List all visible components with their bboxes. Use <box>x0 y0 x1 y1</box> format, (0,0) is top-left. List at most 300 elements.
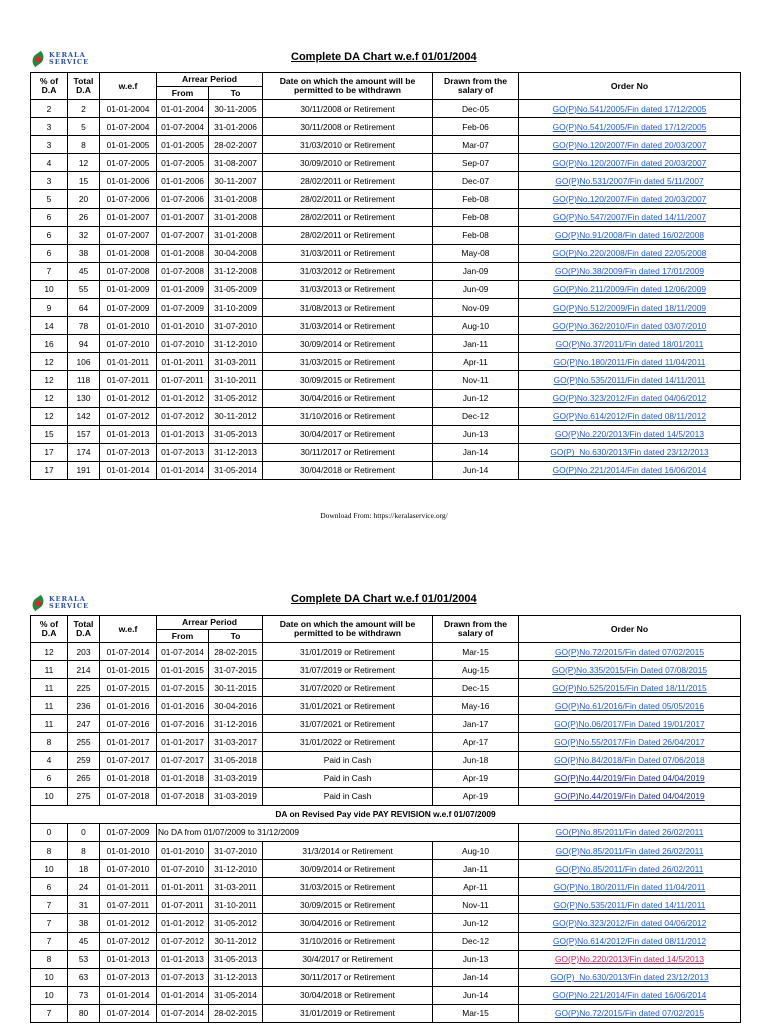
withdraw-date: 30/11/2008 or Retirement <box>263 118 433 136</box>
da-pct: 12 <box>31 643 68 661</box>
order-link[interactable]: GO(P)No.84/2018/Fin Dated 07/06/2018 <box>519 751 741 769</box>
wef-date: 01-07-2005 <box>100 154 157 172</box>
drawn-month: Feb-08 <box>433 226 519 244</box>
da-total: 174 <box>68 443 100 461</box>
drawn-month: Jan-17 <box>433 715 519 733</box>
arrear-to: 30-04-2008 <box>209 244 263 262</box>
order-link[interactable]: GO(P)No.362/2010/Fin dated 03/07/2010 <box>519 317 741 335</box>
wef-date: 01-01-2009 <box>100 280 157 298</box>
drawn-month: Feb-08 <box>433 190 519 208</box>
logo-line1: KERALA <box>49 595 86 603</box>
wef-date: 01-01-2006 <box>100 172 157 190</box>
arrear-from: 01-07-2014 <box>157 1004 209 1022</box>
no-da-note: No DA from 01/07/2009 to 31/12/2009 <box>157 823 519 841</box>
da-pct: 2 <box>31 100 68 118</box>
arrear-to: 31-05-2013 <box>209 950 263 968</box>
drawn-month: Nov-09 <box>433 299 519 317</box>
da-pct: 15 <box>31 425 68 443</box>
da-pct: 6 <box>31 226 68 244</box>
wef-date: 01-07-2018 <box>100 787 157 805</box>
drawn-month: Dec-07 <box>433 172 519 190</box>
order-link[interactable]: GO(P)No.85/2011/Fin dated 26/02/2011 <box>519 823 741 841</box>
order-link[interactable]: GO(P)_No.630/2013/Fin dated 23/12/2013 <box>519 443 741 461</box>
wef-date: 01-07-2017 <box>100 751 157 769</box>
table-row <box>31 914 741 932</box>
arrear-to: 31-03-2019 <box>209 769 263 787</box>
drawn-month: Jun-13 <box>433 950 519 968</box>
table-row <box>31 389 741 407</box>
da-pct: 10 <box>31 986 68 1004</box>
da-pct: 7 <box>31 896 68 914</box>
col-wef: w.e.f <box>100 616 157 643</box>
logo-line1: KERALA <box>49 51 86 59</box>
download-note: Download From: https://keralaservice.org/ <box>320 511 448 520</box>
da-pct: 17 <box>31 443 68 461</box>
arrear-to: 31-05-2018 <box>209 751 263 769</box>
arrear-to: 31-10-2011 <box>209 371 263 389</box>
col-date: Date on which the amount will be permitted to be withdrawn <box>263 73 433 100</box>
da-total: 5 <box>68 118 100 136</box>
drawn-month: Feb-08 <box>433 208 519 226</box>
da-pct: 8 <box>31 950 68 968</box>
drawn-month: Jan-09 <box>433 262 519 280</box>
kerala-leaf-icon <box>30 595 46 611</box>
table-row <box>31 968 741 986</box>
arrear-from: 01-01-2011 <box>157 353 209 371</box>
table-row <box>31 244 741 262</box>
arrear-to: 30-11-2012 <box>209 407 263 425</box>
arrear-to: 31-07-2010 <box>209 842 263 860</box>
order-link[interactable]: GO(P)No.541/2005/Fin dated 17/12/2005 <box>519 100 741 118</box>
order-link[interactable]: GO(P)No.535/2011/Fin dated 14/11/2011 <box>519 896 741 914</box>
col-drawn: Drawn from the salary of <box>433 616 519 643</box>
table-row <box>31 1004 741 1022</box>
arrear-to: 30-11-2005 <box>209 100 263 118</box>
da-total: 53 <box>68 950 100 968</box>
da-total: 12 <box>68 154 100 172</box>
arrear-from: 01-01-2011 <box>157 878 209 896</box>
col-from: From <box>157 87 209 100</box>
withdraw-date: Paid in Cash <box>263 787 433 805</box>
order-link[interactable]: GO(P)No.335/2015/Fin Dated 07/08/2015 <box>519 661 741 679</box>
da-total: 275 <box>68 787 100 805</box>
arrear-from: 01-07-2012 <box>157 407 209 425</box>
wef-date: 01-01-2010 <box>100 317 157 335</box>
da-total: 8 <box>68 842 100 860</box>
order-link[interactable]: GO(P)No.72/2015/Fin dated 07/02/2015 <box>519 1004 741 1022</box>
da-total: 55 <box>68 280 100 298</box>
table-row <box>31 190 741 208</box>
da-pct: 12 <box>31 407 68 425</box>
drawn-month: Jun-14 <box>433 461 519 479</box>
da-pct: 8 <box>31 733 68 751</box>
table-row <box>31 715 741 733</box>
arrear-from: 01-07-2017 <box>157 751 209 769</box>
arrear-to: 31-01-2008 <box>209 190 263 208</box>
da-pct: 5 <box>31 190 68 208</box>
order-link[interactable]: GO(P)No.525/2015/Fin Dated 18/11/2015 <box>519 679 741 697</box>
withdraw-date: 31/07/2019 or Retirement <box>263 661 433 679</box>
arrear-from: 01-01-2010 <box>157 317 209 335</box>
da-pct: 7 <box>31 262 68 280</box>
order-link[interactable]: GO(P)No.547/2007/Fin dated 14/11/2007 <box>519 208 741 226</box>
arrear-to: 31-07-2015 <box>209 661 263 679</box>
arrear-from: 01-01-2014 <box>157 986 209 1004</box>
wef-date: 01-07-2014 <box>100 1004 157 1022</box>
table-row <box>31 697 741 715</box>
arrear-to: 31-05-2013 <box>209 425 263 443</box>
arrear-to: 31-03-2017 <box>209 733 263 751</box>
order-link[interactable]: GO(P)No.512/2009/Fin dated 18/11/2009 <box>519 299 741 317</box>
table-row <box>31 878 741 896</box>
table-row <box>31 661 741 679</box>
logo-line2: SERVICE <box>49 602 90 610</box>
arrear-from: 01-01-2008 <box>157 244 209 262</box>
table-row <box>31 425 741 443</box>
order-link[interactable]: GO(P)No.44/2019/Fin Dated 04/04/2019 <box>519 769 741 787</box>
da-total: 45 <box>68 932 100 950</box>
withdraw-date: 31/07/2021 or Retirement <box>263 715 433 733</box>
col-wef: w.e.f <box>100 73 157 100</box>
drawn-month: Mar-07 <box>433 136 519 154</box>
wef-date: 01-01-2015 <box>100 661 157 679</box>
page-title-2: Complete DA Chart w.e.f 01/01/2004 <box>291 593 477 605</box>
arrear-from: 01-07-2005 <box>157 154 209 172</box>
da-total: 118 <box>68 371 100 389</box>
da-pct: 3 <box>31 136 68 154</box>
order-link[interactable]: GO(P)No.221/2014/Fin dated 16/06/2014 <box>519 986 741 1004</box>
arrear-from: 01-07-2014 <box>157 643 209 661</box>
arrear-from: 01-07-2007 <box>157 226 209 244</box>
drawn-month: Aug-10 <box>433 317 519 335</box>
withdraw-date: 30/09/2015 or Retirement <box>263 896 433 914</box>
arrear-to: 31-01-2008 <box>209 208 263 226</box>
wef-date: 01-01-2013 <box>100 425 157 443</box>
arrear-from: 01-01-2012 <box>157 914 209 932</box>
withdraw-date: 31/03/2014 or Retirement <box>263 317 433 335</box>
table-row <box>31 842 741 860</box>
wef-date: 01-07-2011 <box>100 896 157 914</box>
arrear-to: 31-05-2009 <box>209 280 263 298</box>
da-total: 18 <box>68 860 100 878</box>
arrear-from: 01-01-2017 <box>157 733 209 751</box>
arrear-to: 31-12-2010 <box>209 860 263 878</box>
da-total: 24 <box>68 878 100 896</box>
arrear-to: 28-02-2015 <box>209 1004 263 1022</box>
drawn-month: Jun-12 <box>433 389 519 407</box>
da-total: 247 <box>68 715 100 733</box>
arrear-to: 31-12-2016 <box>209 715 263 733</box>
arrear-from: 01-01-2010 <box>157 842 209 860</box>
order-link[interactable]: GO(P)No.221/2014/Fin dated 16/06/2014 <box>519 461 741 479</box>
withdraw-date: 30/04/2016 or Retirement <box>263 389 433 407</box>
withdraw-date: 31/03/2015 or Retirement <box>263 353 433 371</box>
drawn-month: Dec-12 <box>433 407 519 425</box>
withdraw-date: 30/04/2018 or Retirement <box>263 461 433 479</box>
wef-date: 01-01-2011 <box>100 353 157 371</box>
table-row <box>31 154 741 172</box>
wef-date: 01-01-2008 <box>100 244 157 262</box>
table-row <box>31 172 741 190</box>
table-row <box>31 461 741 479</box>
da-total: 94 <box>68 335 100 353</box>
da-pct: 7 <box>31 1004 68 1022</box>
drawn-month: Dec-12 <box>433 932 519 950</box>
table-row <box>31 280 741 298</box>
da-total: 64 <box>68 299 100 317</box>
withdraw-date: 30/4/2017 or Retirement <box>263 950 433 968</box>
col-order: Order No <box>519 73 741 100</box>
table-row <box>31 986 741 1004</box>
wef-date: 01-01-2014 <box>100 986 157 1004</box>
drawn-month: Jun-09 <box>433 280 519 298</box>
drawn-month: Dec-05 <box>433 100 519 118</box>
withdraw-date: 30/09/2014 or Retirement <box>263 860 433 878</box>
wef-date: 01-07-2006 <box>100 190 157 208</box>
table-row <box>31 896 741 914</box>
wef-date: 01-01-2011 <box>100 878 157 896</box>
da-pct: 6 <box>31 208 68 226</box>
col-to: To <box>209 630 263 643</box>
da-pct: 7 <box>31 932 68 950</box>
table-row <box>31 262 741 280</box>
order-link[interactable]: GO(P)No.72/2015/Fin dated 07/02/2015 <box>519 643 741 661</box>
drawn-month: Apr-11 <box>433 878 519 896</box>
withdraw-date: 28/02/2011 or Retirement <box>263 226 433 244</box>
da-pct: 11 <box>31 697 68 715</box>
drawn-month: May-08 <box>433 244 519 262</box>
arrear-from: 01-07-2013 <box>157 968 209 986</box>
da-pct: 12 <box>31 371 68 389</box>
arrear-to: 31-10-2011 <box>209 896 263 914</box>
table-row <box>31 208 741 226</box>
da-total: 38 <box>68 244 100 262</box>
wef-date: 01-01-2014 <box>100 461 157 479</box>
withdraw-date: 30/09/2010 or Retirement <box>263 154 433 172</box>
col-drawn: Drawn from the salary of <box>433 73 519 100</box>
order-link[interactable]: GO(P)No.220/2013/Fin dated 14/5/2013 <box>519 950 741 968</box>
arrear-from: 01-01-2014 <box>157 461 209 479</box>
order-link[interactable]: GO(P)No.38/2009/Fin dated 17/01/2009 <box>519 262 741 280</box>
arrear-from: 01-01-2013 <box>157 950 209 968</box>
order-link[interactable]: GO(P)No.323/2012/Fin dated 04/06/2012 <box>519 389 741 407</box>
order-link[interactable]: GO(P)No.541/2005/Fin dated 17/12/2005 <box>519 118 741 136</box>
arrear-to: 31-03-2011 <box>209 878 263 896</box>
arrear-from: 01-07-2012 <box>157 932 209 950</box>
da-pct: 17 <box>31 461 68 479</box>
order-link[interactable]: GO(P)No.37/2011/Fin dated 18/01/2011 <box>519 335 741 353</box>
drawn-month: Nov-11 <box>433 896 519 914</box>
da-pct: 6 <box>31 878 68 896</box>
table-row <box>31 643 741 661</box>
withdraw-date: 30/09/2014 or Retirement <box>263 335 433 353</box>
arrear-from: 01-07-2016 <box>157 715 209 733</box>
withdraw-date: 28/02/2011 or Retirement <box>263 172 433 190</box>
da-pct: 12 <box>31 353 68 371</box>
order-link[interactable]: GO(P)No.535/2011/Fin dated 14/11/2011 <box>519 371 741 389</box>
order-link[interactable]: GO(P)No.531/2007/Fin dated 5/11/2007 <box>519 172 741 190</box>
withdraw-date: 31/08/2013 or Retirement <box>263 299 433 317</box>
kerala-leaf-icon <box>30 51 46 67</box>
kerala-service-logo-2 <box>30 595 89 611</box>
da-total: 255 <box>68 733 100 751</box>
da-pct: 3 <box>31 118 68 136</box>
arrear-to: 31-03-2011 <box>209 353 263 371</box>
wef-date: 01-07-2007 <box>100 226 157 244</box>
table-row <box>31 751 741 769</box>
col-arrear: Arrear Period <box>157 73 263 87</box>
col-pct: % of D.A <box>31 616 68 643</box>
da-total: 142 <box>68 407 100 425</box>
drawn-month: Jun-12 <box>433 914 519 932</box>
drawn-month: Aug-15 <box>433 661 519 679</box>
arrear-to: 31-05-2012 <box>209 389 263 407</box>
arrear-to: 30-11-2007 <box>209 172 263 190</box>
wef-date: 01-01-2018 <box>100 769 157 787</box>
wef-date: 01-07-2008 <box>100 262 157 280</box>
order-link[interactable]: GO(P)No.180/2011/Fin dated 11/04/2011 <box>519 353 741 371</box>
drawn-month: Jun-14 <box>433 986 519 1004</box>
arrear-to: 31-12-2008 <box>209 262 263 280</box>
withdraw-date: 31/07/2020 or Retirement <box>263 679 433 697</box>
da-total: 15 <box>68 172 100 190</box>
withdraw-date: 28/02/2011 or Retirement <box>263 190 433 208</box>
da-total: 106 <box>68 353 100 371</box>
da-pct: 10 <box>31 860 68 878</box>
arrear-from: 01-01-2012 <box>157 389 209 407</box>
withdraw-date: 31/10/2016 or Retirement <box>263 407 433 425</box>
withdraw-date: 31/03/2011 or Retirement <box>263 244 433 262</box>
order-link[interactable]: GO(P)No.44/2019/Fin Dated 04/04/2019 <box>519 787 741 805</box>
da-total: 26 <box>68 208 100 226</box>
col-pct: % of D.A <box>31 73 68 100</box>
da-pct: 4 <box>31 154 68 172</box>
arrear-from: 01-01-2007 <box>157 208 209 226</box>
revision-section-row <box>31 805 741 823</box>
order-link[interactable]: GO(P)No.120/2007/Fin dated 20/03/2007 <box>519 154 741 172</box>
arrear-from: 01-07-2010 <box>157 860 209 878</box>
wef-date: 01-07-2009 <box>100 823 157 841</box>
order-link[interactable]: GO(P)No.220/2008/Fin dated 22/05/2008 <box>519 244 741 262</box>
withdraw-date: 30/11/2017 or Retirement <box>263 968 433 986</box>
order-link[interactable]: GO(P)No.61/2016/Fin dated 05/05/2016 <box>519 697 741 715</box>
arrear-to: 31-03-2019 <box>209 787 263 805</box>
drawn-month: Jun-18 <box>433 751 519 769</box>
withdraw-date: 31/01/2022 or Retirement <box>263 733 433 751</box>
arrear-from: 01-07-2009 <box>157 299 209 317</box>
da-pct: 10 <box>31 280 68 298</box>
da-pct: 8 <box>31 842 68 860</box>
wef-date: 01-01-2017 <box>100 733 157 751</box>
logo-line2: SERVICE <box>49 58 90 66</box>
arrear-to: 30-04-2016 <box>209 697 263 715</box>
wef-date: 01-01-2016 <box>100 697 157 715</box>
revision-section-title: DA on Revised Pay vide PAY REVISION w.e.f 01/07/2009 <box>31 805 741 823</box>
withdraw-date: 31/3/2014 or Retirement <box>263 842 433 860</box>
withdraw-date: 30/11/2008 or Retirement <box>263 100 433 118</box>
withdraw-date: 31/03/2010 or Retirement <box>263 136 433 154</box>
da-total: 130 <box>68 389 100 407</box>
arrear-from: 01-07-2018 <box>157 787 209 805</box>
withdraw-date: 31/03/2015 or Retirement <box>263 878 433 896</box>
da-total: 2 <box>68 100 100 118</box>
da-total: 157 <box>68 425 100 443</box>
col-arrear: Arrear Period <box>157 616 263 630</box>
da-total: 73 <box>68 986 100 1004</box>
arrear-to: 31-07-2010 <box>209 317 263 335</box>
withdraw-date: 31/01/2019 or Retirement <box>263 643 433 661</box>
table-row <box>31 317 741 335</box>
order-link[interactable]: GO(P)No.220/2013/Fin dated 14/5/2013 <box>519 425 741 443</box>
withdraw-date: 28/02/2011 or Retirement <box>263 208 433 226</box>
wef-date: 01-01-2010 <box>100 842 157 860</box>
drawn-month: Aug-10 <box>433 842 519 860</box>
arrear-from: 01-07-2013 <box>157 443 209 461</box>
table-row <box>31 950 741 968</box>
table-row <box>31 407 741 425</box>
arrear-from: 01-01-2009 <box>157 280 209 298</box>
order-link[interactable]: GO(P)No.323/2012/Fin dated 04/06/2012 <box>519 914 741 932</box>
order-link[interactable]: GO(P)No.211/2009/Fin dated 12/06/2009 <box>519 280 741 298</box>
da-total: 38 <box>68 914 100 932</box>
order-link[interactable]: GO(P)No.91/2008/Fin dated 16/02/2008 <box>519 226 741 244</box>
table-row <box>31 733 741 751</box>
col-from: From <box>157 630 209 643</box>
da-pct: 0 <box>31 823 68 841</box>
order-link[interactable]: GO(P)No.120/2007/Fin dated 20/03/2007 <box>519 136 741 154</box>
arrear-to: 31-01-2008 <box>209 226 263 244</box>
col-total: Total D.A <box>68 73 100 100</box>
arrear-to: 31-08-2007 <box>209 154 263 172</box>
arrear-to: 30-11-2015 <box>209 679 263 697</box>
arrear-from: 01-07-2011 <box>157 896 209 914</box>
wef-date: 01-01-2013 <box>100 950 157 968</box>
wef-date: 01-07-2015 <box>100 679 157 697</box>
drawn-month: Mar-15 <box>433 1004 519 1022</box>
order-link[interactable]: GO(P)No.55/2017/Fin Dated 26/04/2017 <box>519 733 741 751</box>
col-total: Total D.A <box>68 616 100 643</box>
arrear-from: 01-07-2015 <box>157 679 209 697</box>
da-total: 20 <box>68 190 100 208</box>
order-link[interactable]: GO(P)No.614/2012/Fin dated 08/11/2012 <box>519 932 741 950</box>
arrear-to: 30-11-2012 <box>209 932 263 950</box>
wef-date: 01-07-2010 <box>100 335 157 353</box>
order-link[interactable]: GO(P)No.06/2017/Fin Dated 19/01/2017 <box>519 715 741 733</box>
table-row <box>31 100 741 118</box>
order-link[interactable]: GO(P)No.614/2012/Fin dated 08/11/2012 <box>519 407 741 425</box>
arrear-from: 01-07-2004 <box>157 118 209 136</box>
col-order: Order No <box>519 616 741 643</box>
order-link[interactable]: GO(P)_No.630/2013/Fin dated 23/12/2013 <box>519 968 741 986</box>
wef-date: 01-07-2011 <box>100 371 157 389</box>
order-link[interactable]: GO(P)No.180/2011/Fin dated 11/04/2011 <box>519 878 741 896</box>
wef-date: 01-01-2012 <box>100 389 157 407</box>
order-link[interactable]: GO(P)No.85/2011/Fin dated 26/02/2011 <box>519 860 741 878</box>
table-row <box>31 353 741 371</box>
da-total: 203 <box>68 643 100 661</box>
order-link[interactable]: GO(P)No.85/2011/Fin dated 26/02/2011 <box>519 842 741 860</box>
arrear-from: 01-01-2015 <box>157 661 209 679</box>
table-row <box>31 443 741 461</box>
order-link[interactable]: GO(P)No.120/2007/Fin dated 20/03/2007 <box>519 190 741 208</box>
arrear-from: 01-07-2010 <box>157 335 209 353</box>
drawn-month: Jan-11 <box>433 335 519 353</box>
table-row <box>31 823 741 841</box>
arrear-to: 31-01-2006 <box>209 118 263 136</box>
da-pct: 6 <box>31 244 68 262</box>
da-total: 225 <box>68 679 100 697</box>
da-pct: 3 <box>31 172 68 190</box>
